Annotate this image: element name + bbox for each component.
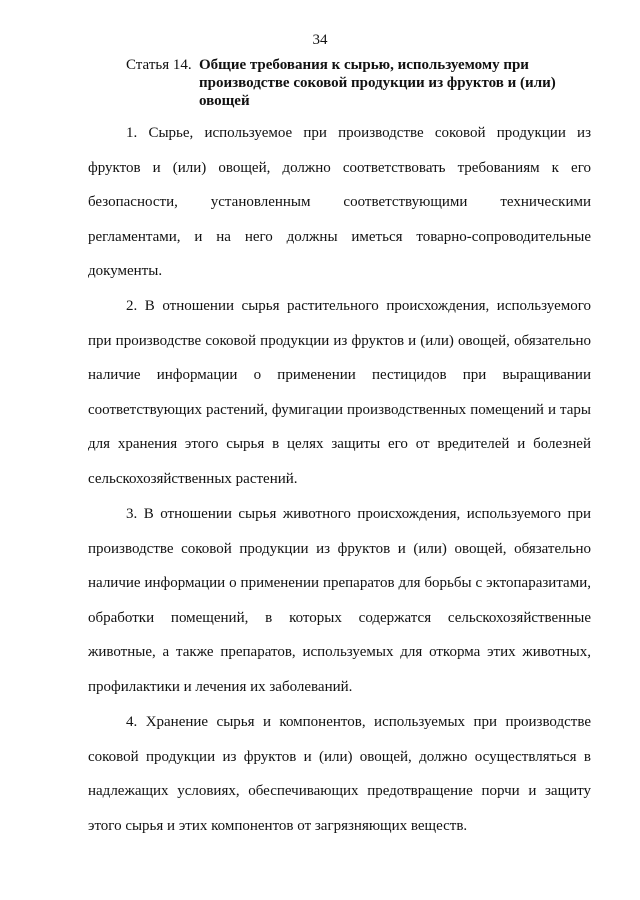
paragraph-2: 2. В отношении сырья растительного происхождения, используемого при производстве соковой продукции из фруктов и (или) овощей, обязательно наличие информации о применении пестицидов при выращивании соответствующих растений, фумигации производственных помещений и тары для хранения этого сырья в целях защиты его от вредителей и болезней сельскохозяйственных растений.	[88, 298, 591, 487]
paragraph-3: 3. В отношении сырья животного происхождения, используемого при производстве соковой продукции из фруктов и (или) овощей, обязательно наличие информации о применении препаратов для борьбы с эктопаразитами, обработки помещений, в которых содержатся сельскохозяйственные животные, а также препаратов, используемых для откорма этих животных, профилактики и лечения их заболеваний.	[88, 506, 591, 695]
article-label: Статья 14.	[126, 57, 192, 73]
article-title: Общие требования к сырью, используемому при производстве соковой продукции из фруктов и (или) овощей	[199, 57, 556, 109]
paragraph-4: 4. Хранение сырья и компонентов, используемых при производстве соковой продукции из фруктов и (или) овощей, должно осуществляться в надлежащих условиях, обеспечивающих предотвращение порчи и защиту этого сырья и этих компонентов от загрязняющих веществ.	[88, 714, 591, 834]
paragraph-1: 1. Сырье, используемое при производстве соковой продукции из фруктов и (или) овощей, должно соответствовать требованиям к его безопасности, установленным соответствующими техническими регламентами, и на него должны иметься товарно-сопроводительные документы.	[88, 125, 591, 280]
page-number: 34	[312, 32, 328, 48]
